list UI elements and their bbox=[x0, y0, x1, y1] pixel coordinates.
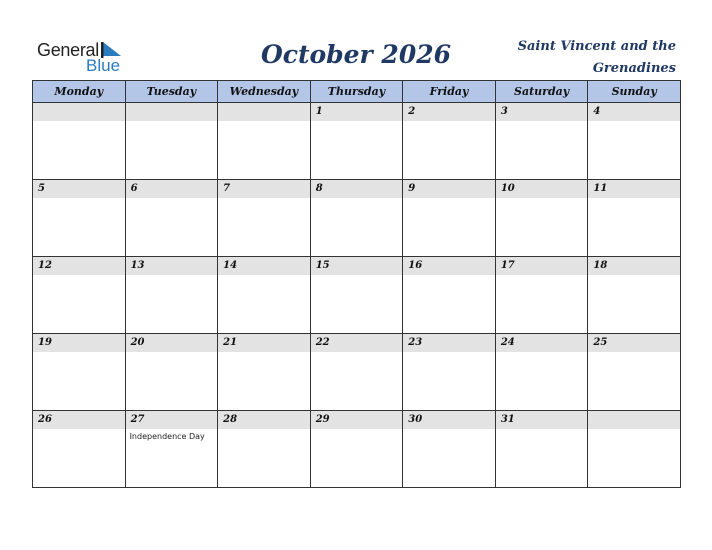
day-bar bbox=[588, 411, 680, 429]
day-cell bbox=[218, 257, 311, 334]
weekday-header: Sunday bbox=[588, 81, 681, 103]
day-cell bbox=[588, 103, 681, 180]
day-cell bbox=[33, 103, 126, 180]
day-bar bbox=[126, 103, 218, 121]
day-cell bbox=[588, 334, 681, 411]
day-cell bbox=[588, 257, 681, 334]
day-number: 9 bbox=[408, 183, 416, 194]
day-number: 28 bbox=[223, 414, 238, 425]
day-number: 15 bbox=[315, 260, 330, 271]
day-number: 19 bbox=[38, 337, 52, 348]
day-number: 8 bbox=[315, 183, 323, 194]
day-cell bbox=[33, 180, 126, 257]
day-number: 21 bbox=[223, 337, 238, 348]
day-cell bbox=[495, 257, 588, 334]
holiday-label: Independence Day bbox=[129, 432, 205, 441]
day-cell bbox=[588, 180, 681, 257]
day-cell bbox=[495, 103, 588, 180]
day-cell bbox=[33, 411, 126, 488]
day-cell bbox=[125, 334, 218, 411]
day-cell bbox=[310, 257, 403, 334]
day-number: 4 bbox=[593, 106, 601, 117]
page-title: October 2026 bbox=[260, 40, 452, 69]
day-bar bbox=[218, 180, 310, 198]
weekday-header: Monday bbox=[33, 81, 126, 103]
day-cell bbox=[218, 180, 311, 257]
day-bar bbox=[403, 103, 495, 121]
day-cell bbox=[310, 103, 403, 180]
week-row bbox=[33, 334, 681, 411]
logo-word-general: General bbox=[37, 40, 99, 60]
weekday-header-row bbox=[33, 81, 681, 103]
day-number: 17 bbox=[500, 260, 515, 271]
weekday-header: Thursday bbox=[310, 81, 403, 103]
weekday-header: Friday bbox=[403, 81, 496, 103]
day-cell bbox=[403, 257, 496, 334]
weekday-header: Wednesday bbox=[218, 81, 311, 103]
day-cell bbox=[218, 334, 311, 411]
day-cell bbox=[495, 180, 588, 257]
day-number: 6 bbox=[130, 183, 138, 194]
day-number: 1 bbox=[315, 106, 323, 117]
day-cell bbox=[403, 411, 496, 488]
day-cell bbox=[125, 180, 218, 257]
day-cell bbox=[310, 411, 403, 488]
day-cell bbox=[495, 334, 588, 411]
week-row bbox=[33, 103, 681, 180]
day-cell bbox=[495, 411, 588, 488]
day-number: 12 bbox=[38, 260, 52, 271]
day-cell bbox=[403, 103, 496, 180]
day-cell bbox=[33, 257, 126, 334]
day-bar bbox=[33, 180, 125, 198]
day-number: 22 bbox=[315, 337, 330, 348]
day-number: 26 bbox=[38, 414, 52, 425]
day-number: 30 bbox=[408, 414, 423, 425]
day-number: 14 bbox=[223, 260, 238, 271]
day-cell bbox=[125, 411, 218, 488]
day-cell bbox=[125, 257, 218, 334]
country-line-1: Saint Vincent and the bbox=[517, 39, 676, 54]
country-name bbox=[506, 36, 676, 80]
day-bar bbox=[496, 103, 588, 121]
day-number: 16 bbox=[408, 260, 423, 271]
day-number: 18 bbox=[593, 260, 608, 271]
day-bar bbox=[403, 180, 495, 198]
logo-word-blue: Blue bbox=[86, 56, 121, 75]
day-cell bbox=[310, 180, 403, 257]
day-number: 23 bbox=[408, 337, 423, 348]
day-cell bbox=[218, 411, 311, 488]
week-row bbox=[33, 180, 681, 257]
day-cell bbox=[218, 103, 311, 180]
day-number: 25 bbox=[593, 337, 608, 348]
day-cell bbox=[33, 334, 126, 411]
day-number: 24 bbox=[500, 337, 515, 348]
week-row bbox=[33, 411, 681, 488]
day-number: 2 bbox=[408, 106, 416, 117]
country-line-2: Grenadines bbox=[592, 61, 676, 76]
day-number: 7 bbox=[223, 183, 231, 194]
day-number: 29 bbox=[315, 414, 330, 425]
day-number: 31 bbox=[500, 414, 515, 425]
day-number: 10 bbox=[500, 183, 515, 194]
day-cell bbox=[403, 334, 496, 411]
day-bar bbox=[311, 180, 403, 198]
weekday-header: Saturday bbox=[495, 81, 588, 103]
day-cell bbox=[403, 180, 496, 257]
day-bar bbox=[311, 103, 403, 121]
calendar-grid bbox=[32, 80, 681, 488]
day-bar bbox=[218, 103, 310, 121]
day-number: 20 bbox=[130, 337, 145, 348]
day-cell bbox=[125, 103, 218, 180]
day-bar bbox=[33, 103, 125, 121]
weekday-header: Tuesday bbox=[125, 81, 218, 103]
day-bar bbox=[126, 180, 218, 198]
day-number: 3 bbox=[500, 106, 508, 117]
day-number: 11 bbox=[593, 183, 608, 194]
day-number: 27 bbox=[130, 414, 145, 425]
week-row bbox=[33, 257, 681, 334]
day-number: 13 bbox=[130, 260, 145, 271]
day-bar bbox=[588, 103, 680, 121]
day-cell bbox=[588, 411, 681, 488]
day-cell bbox=[310, 334, 403, 411]
day-number: 5 bbox=[38, 183, 45, 194]
